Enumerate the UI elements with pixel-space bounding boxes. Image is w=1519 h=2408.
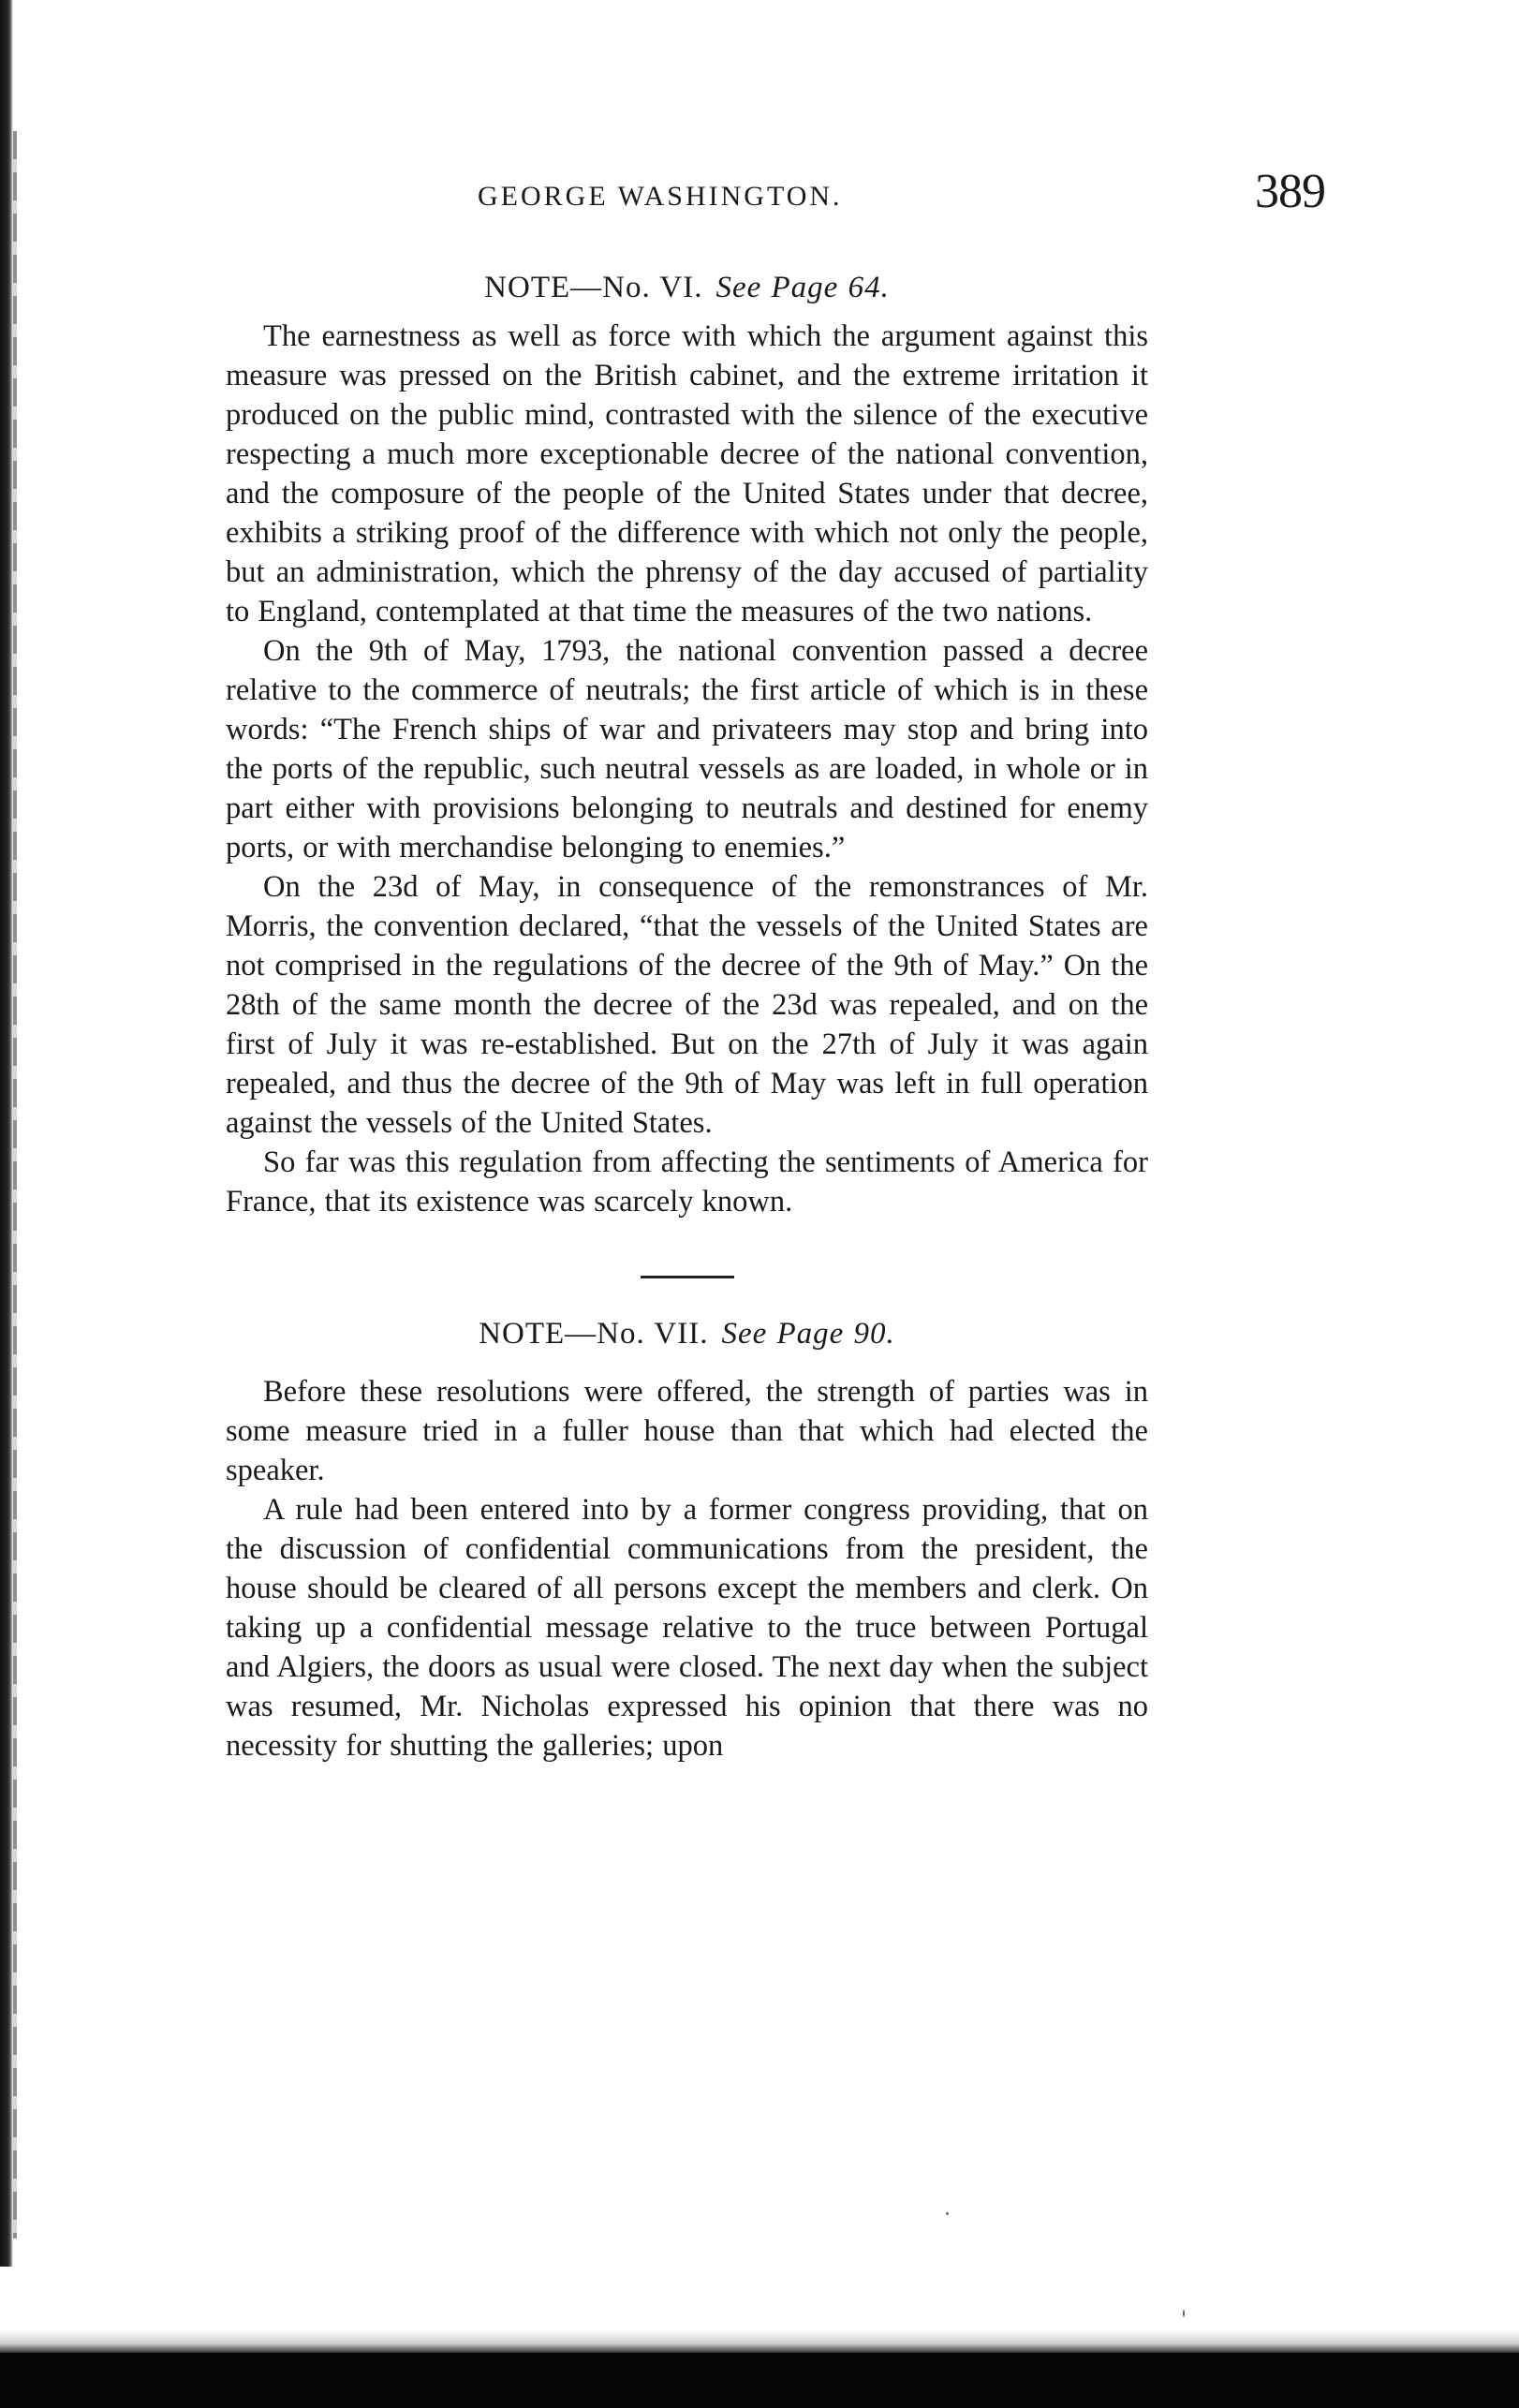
scan-bottom-shadow bbox=[0, 2330, 1519, 2353]
section-divider bbox=[641, 1276, 734, 1278]
note-page-reference: See Page 64. bbox=[715, 271, 890, 304]
page-number: 389 bbox=[1255, 165, 1325, 218]
page-body bbox=[226, 268, 1148, 1765]
note-label: NOTE—No. VI. bbox=[484, 271, 703, 304]
scan-binding-shadow bbox=[13, 131, 17, 2238]
scan-speck bbox=[1183, 2310, 1185, 2317]
note-heading-vii bbox=[226, 1314, 1148, 1353]
scan-speck bbox=[946, 2212, 949, 2215]
scan-bottom-edge bbox=[0, 2353, 1519, 2408]
note-paragraph: A rule had been entered into by a former congress providing, that on the discussion of confidential communications from the president, the house should be cleared of all persons except the members and clerk. On taking up a confidential message relative to the truce between Portugal and Algiers, the doors as usual were closed. The next day when the subject was resumed, Mr. Nicholas expressed his opinion that there was no necessity for shutting the galleries; upon bbox=[226, 1493, 1148, 1763]
note-heading-vi bbox=[226, 268, 1148, 307]
note-paragraph: The earnestness as well as force with which the argument against this measure was pressed on the British cabinet, and the extreme irritation it produced on the public mind, contrasted with the silence of the executive respecting a much more exceptionable decree of the national convention, and the composure of the people of the United States under that decree, exhibits a striking proof of the difference with which not only the people, but an administration, which the phrensy of the day accused of partiality to England, contemplated at that time the measures of the two nations. bbox=[226, 319, 1148, 628]
note-paragraph: On the 9th of May, 1793, the national convention passed a decree relative to the commerce of neutrals; the first article of which is in these words: “The French ships of war and privateers may stop and bring into the ports of the republic, such neutral vessels as are loaded, in whole or in part either with provisions belonging to neutrals and destined for enemy ports, or with merchandise belonging to enemies.” bbox=[226, 634, 1148, 864]
note-paragraph: So far was this regulation from affecting the sentiments of America for France, that its existence was scarcely known. bbox=[226, 1145, 1148, 1219]
running-head: GEORGE WASHINGTON. bbox=[478, 181, 843, 212]
note-page-reference: See Page 90. bbox=[721, 1317, 895, 1351]
scan-binding-edge bbox=[0, 0, 13, 2267]
note-label: NOTE—No. VII. bbox=[479, 1317, 709, 1351]
note-paragraph: On the 23d of May, in consequence of the remonstrances of Mr. Morris, the convention declared, “that the vessels of the United States are not comprised in the regulations of the decree of the 9th of May.” On the 28th of the same month the decree of the 23d was repealed, and on the first of July it was re-established. But on the 27th of July it was again repealed, and thus the decree of the 9th of May was left in full operation against the vessels of the United States. bbox=[226, 870, 1148, 1140]
note-paragraph: Before these resolutions were offered, the strength of parties was in some measure tried in a fuller house than that which had elected the speaker. bbox=[226, 1375, 1148, 1487]
